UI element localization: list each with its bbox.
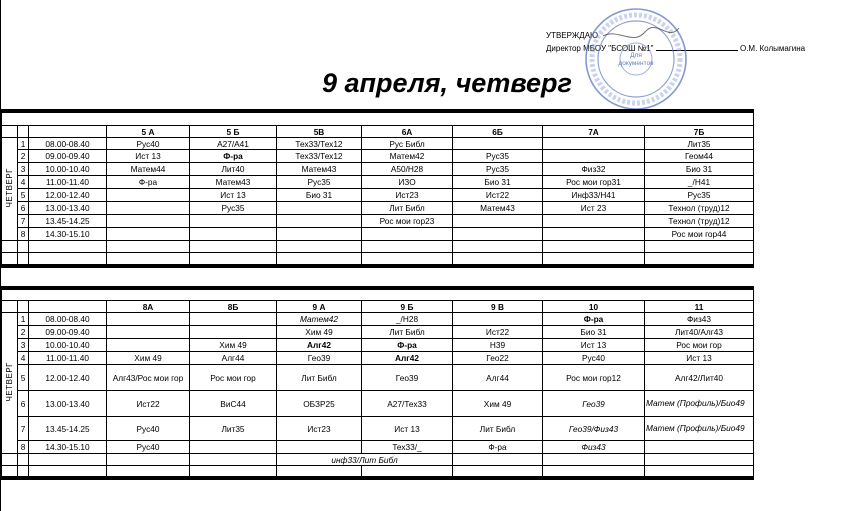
table-row xyxy=(2,202,754,215)
lesson-cell: Рус35 xyxy=(453,150,543,163)
table-row xyxy=(2,150,754,163)
table-row xyxy=(2,454,754,466)
lesson-cell xyxy=(190,228,277,241)
lesson-cell: Алг43/Рос мои гор xyxy=(107,365,190,391)
lesson-cell: А50/Н28 xyxy=(362,163,453,176)
lesson-cell xyxy=(453,215,543,228)
empty-cell xyxy=(645,241,754,253)
lesson-time: 13.00-13.40 xyxy=(29,202,107,215)
lesson-cell: Хим 49 xyxy=(453,391,543,417)
lesson-cell xyxy=(543,228,645,241)
lesson-cell: Ист 13 xyxy=(543,339,645,352)
official-stamp xyxy=(583,6,689,112)
empty-cell xyxy=(29,454,107,466)
corner-cell xyxy=(29,126,107,138)
lesson-cell: Матем44 xyxy=(107,163,190,176)
schedule-table-2 xyxy=(1,289,754,477)
lesson-cell: Рус35 xyxy=(453,163,543,176)
lesson-cell: А27/А41 xyxy=(190,138,277,150)
class-header: 6Б xyxy=(453,126,543,138)
lesson-cell: Лит40/Алг43 xyxy=(645,326,754,339)
table-row xyxy=(2,189,754,202)
lesson-number: 1 xyxy=(18,138,29,150)
table-row xyxy=(2,313,754,326)
class-header: 11 xyxy=(645,301,754,313)
empty-cell xyxy=(277,241,362,253)
lesson-cell: Ист22 xyxy=(453,189,543,202)
class-header: 7А xyxy=(543,126,645,138)
table-row xyxy=(2,228,754,241)
empty-cell xyxy=(645,253,754,265)
lesson-time: 12.00-12.40 xyxy=(29,189,107,202)
lesson-cell: Алг42 xyxy=(277,339,362,352)
lesson-time: 12.00-12.40 xyxy=(29,365,107,391)
lesson-cell: Инф33/Н41 xyxy=(543,189,645,202)
lesson-cell: ВиС44 xyxy=(190,391,277,417)
empty-cell xyxy=(362,253,453,265)
class-header: 7Б xyxy=(645,126,754,138)
lesson-number: 1 xyxy=(18,313,29,326)
lesson-cell: ИЗО xyxy=(362,176,453,189)
empty-cell xyxy=(18,241,29,253)
day-label: ЧЕТВЕРГ xyxy=(4,362,14,402)
lesson-cell: Био 31 xyxy=(453,176,543,189)
lesson-cell xyxy=(190,326,277,339)
lesson-cell xyxy=(107,313,190,326)
lesson-number: 5 xyxy=(18,189,29,202)
empty-cell xyxy=(190,466,277,477)
lesson-cell xyxy=(190,313,277,326)
lesson-time: 08.00-08.40 xyxy=(29,313,107,326)
lesson-time: 13.45-14.25 xyxy=(29,215,107,228)
lesson-cell: Био 31 xyxy=(277,189,362,202)
empty-cell xyxy=(29,241,107,253)
lesson-cell: Ист 13 xyxy=(190,189,277,202)
empty-cell xyxy=(29,253,107,265)
lesson-cell: Матем43 xyxy=(190,176,277,189)
lesson-cell: Рус35 xyxy=(190,202,277,215)
lesson-cell: Матем (Профиль)/Био49 xyxy=(645,391,754,417)
lesson-cell xyxy=(190,215,277,228)
lesson-cell xyxy=(107,228,190,241)
lesson-cell: Лит Библ xyxy=(453,417,543,441)
lesson-time: 10.00-10.40 xyxy=(29,339,107,352)
class-header: 10 xyxy=(543,301,645,313)
schedule-table-1 xyxy=(1,112,754,265)
lesson-cell: Н39 xyxy=(453,339,543,352)
lesson-cell: Рус Библ xyxy=(362,138,453,150)
empty-cell xyxy=(107,241,190,253)
empty-cell xyxy=(453,454,543,466)
lesson-cell: Тех33/Тех12 xyxy=(277,138,362,150)
empty-cell xyxy=(190,454,277,466)
lesson-cell: Рус35 xyxy=(277,176,362,189)
lesson-cell: Алг44 xyxy=(190,352,277,365)
lesson-time: 13.00-13.40 xyxy=(29,391,107,417)
lesson-cell xyxy=(362,228,453,241)
empty-cell xyxy=(362,466,453,477)
table-row xyxy=(2,113,754,126)
lesson-cell: Хим 49 xyxy=(190,339,277,352)
empty-cell xyxy=(277,253,362,265)
lesson-cell: Матем42 xyxy=(277,313,362,326)
table-row xyxy=(2,466,754,477)
lesson-cell: Рус40 xyxy=(107,441,190,454)
empty-cell xyxy=(453,241,543,253)
lesson-cell: Алг42/Лит40 xyxy=(645,365,754,391)
lesson-number: 8 xyxy=(18,228,29,241)
table-blank-row xyxy=(2,113,754,126)
empty-cell xyxy=(107,253,190,265)
empty-cell xyxy=(543,241,645,253)
lesson-cell: Рос мои гор31 xyxy=(543,176,645,189)
class-header: 9 А xyxy=(277,301,362,313)
lesson-cell xyxy=(107,202,190,215)
schedule-block-1 xyxy=(1,109,754,268)
lesson-cell xyxy=(277,215,362,228)
lesson-cell: Ист23 xyxy=(362,189,453,202)
empty-cell xyxy=(543,466,645,477)
lesson-time: 14.30-15.10 xyxy=(29,441,107,454)
lesson-cell: Рос мои гор44 xyxy=(645,228,754,241)
lesson-cell: Хим 49 xyxy=(107,352,190,365)
lesson-cell: Тех33/_ xyxy=(362,441,453,454)
corner-cell xyxy=(18,301,29,313)
class-header: 5В xyxy=(277,126,362,138)
empty-cell xyxy=(190,241,277,253)
lesson-cell: Алг44 xyxy=(453,365,543,391)
lesson-cell xyxy=(107,215,190,228)
lesson-number: 3 xyxy=(18,163,29,176)
lesson-cell xyxy=(543,215,645,228)
lesson-cell: Алг42 xyxy=(362,352,453,365)
schedule-block-2 xyxy=(1,286,754,480)
lesson-cell: Гео22 xyxy=(453,352,543,365)
corner-cell xyxy=(29,301,107,313)
empty-cell xyxy=(18,454,29,466)
lesson-cell: Технол (труд)12 xyxy=(645,202,754,215)
table-row xyxy=(2,176,754,189)
empty-cell xyxy=(543,454,645,466)
lesson-time: 10.00-10.40 xyxy=(29,163,107,176)
class-header: 8А xyxy=(107,301,190,313)
table-row xyxy=(2,326,754,339)
lesson-cell xyxy=(453,228,543,241)
lesson-cell xyxy=(277,228,362,241)
class-header: 8Б xyxy=(190,301,277,313)
director-name: О.М. Колымагина xyxy=(739,44,806,53)
lesson-number: 6 xyxy=(18,202,29,215)
approve-label: УТВЕРЖДАЮ xyxy=(546,31,599,40)
day-cell xyxy=(2,138,18,241)
empty-cell xyxy=(645,454,754,466)
table-row xyxy=(2,352,754,365)
table-blank-row xyxy=(2,290,754,301)
lesson-cell xyxy=(645,441,754,454)
empty-cell xyxy=(18,253,29,265)
lesson-time: 14.30-15.10 xyxy=(29,228,107,241)
lesson-cell: Гео39 xyxy=(543,391,645,417)
class-header: 5 А xyxy=(107,126,190,138)
lesson-cell: Ист22 xyxy=(453,326,543,339)
empty-cell xyxy=(2,241,18,253)
header-row xyxy=(2,301,754,313)
table-row xyxy=(2,253,754,265)
lesson-cell: Матем (Профиль)/Био49 xyxy=(645,417,754,441)
lesson-number: 8 xyxy=(18,441,29,454)
lesson-number: 7 xyxy=(18,215,29,228)
lesson-cell: Лит35 xyxy=(190,417,277,441)
lesson-cell: Ист22 xyxy=(107,391,190,417)
lesson-cell: Ф-ра xyxy=(543,313,645,326)
lesson-cell: Рус40 xyxy=(543,352,645,365)
empty-cell xyxy=(2,466,18,477)
lesson-cell: Ист 13 xyxy=(362,417,453,441)
empty-cell xyxy=(453,253,543,265)
empty-cell xyxy=(645,466,754,477)
table-row xyxy=(2,290,754,301)
empty-cell xyxy=(107,454,190,466)
class-header: 5 Б xyxy=(190,126,277,138)
table-row xyxy=(2,441,754,454)
empty-cell xyxy=(190,253,277,265)
lesson-cell: А27/Тех33 xyxy=(362,391,453,417)
lesson-cell: Гео39 xyxy=(277,352,362,365)
lesson-cell: Гео39/Физ43 xyxy=(543,417,645,441)
lesson-time: 11.00-11.40 xyxy=(29,352,107,365)
table-row xyxy=(2,138,754,150)
lesson-cell: Рос мои гор12 xyxy=(543,365,645,391)
empty-cell xyxy=(277,466,362,477)
lesson-cell: Тех33/Тех12 xyxy=(277,150,362,163)
lesson-cell: Рос мои гор xyxy=(645,339,754,352)
lesson-cell xyxy=(277,441,362,454)
empty-cell xyxy=(18,466,29,477)
svg-text:документов: документов xyxy=(618,60,654,67)
lesson-cell: Ист 13 xyxy=(107,150,190,163)
lesson-cell: Рус40 xyxy=(107,417,190,441)
day-label: ЧЕТВЕРГ xyxy=(4,168,14,208)
lesson-time: 11.00-11.40 xyxy=(29,176,107,189)
corner-cell xyxy=(18,126,29,138)
lesson-cell: инф33/Лит Библ xyxy=(277,454,453,466)
lesson-cell: _/Н41 xyxy=(645,176,754,189)
class-header: 6А xyxy=(362,126,453,138)
lesson-cell xyxy=(453,313,543,326)
lesson-time: 09.00-09.40 xyxy=(29,150,107,163)
empty-cell xyxy=(29,466,107,477)
lesson-cell: Ф-ра xyxy=(107,176,190,189)
lesson-cell: Физ43 xyxy=(645,313,754,326)
lesson-time: 13.45-14.25 xyxy=(29,417,107,441)
lesson-cell: Ф-ра xyxy=(190,150,277,163)
empty-cell xyxy=(2,454,18,466)
lesson-cell xyxy=(543,150,645,163)
lesson-cell: Хим 49 xyxy=(277,326,362,339)
page-title: 9 апреля, четверг xyxy=(322,68,572,98)
lesson-cell: Ист23 xyxy=(277,417,362,441)
lesson-cell: Ф-ра xyxy=(362,339,453,352)
lesson-cell: Матем42 xyxy=(362,150,453,163)
lesson-cell: Матем43 xyxy=(453,202,543,215)
lesson-cell: Рос мои гор23 xyxy=(362,215,453,228)
lesson-cell: Лит Библ xyxy=(277,365,362,391)
lesson-cell: Био 31 xyxy=(543,326,645,339)
lesson-cell: Матем43 xyxy=(277,163,362,176)
lesson-number: 4 xyxy=(18,176,29,189)
lesson-cell: Геом44 xyxy=(645,150,754,163)
lesson-number: 2 xyxy=(18,326,29,339)
table-row xyxy=(2,365,754,391)
corner-cell xyxy=(2,301,18,313)
empty-cell xyxy=(2,253,18,265)
lesson-cell xyxy=(107,326,190,339)
lesson-cell: Ист 23 xyxy=(543,202,645,215)
class-header: 9 Б xyxy=(362,301,453,313)
table-row xyxy=(2,339,754,352)
table-row xyxy=(2,163,754,176)
lesson-number: 5 xyxy=(18,365,29,391)
lesson-number: 4 xyxy=(18,352,29,365)
empty-cell xyxy=(453,466,543,477)
lesson-time: 08.00-08.40 xyxy=(29,138,107,150)
empty-cell xyxy=(362,241,453,253)
lesson-cell: Рус40 xyxy=(107,138,190,150)
lesson-cell: Гео39 xyxy=(362,365,453,391)
lesson-cell: _/Н28 xyxy=(362,313,453,326)
lesson-cell: Физ32 xyxy=(543,163,645,176)
lesson-cell: Лит40 xyxy=(190,163,277,176)
lesson-cell: Лит Библ xyxy=(362,326,453,339)
lesson-cell xyxy=(107,339,190,352)
empty-cell xyxy=(543,253,645,265)
director-prefix: Директор МБОУ "БСОШ №1" xyxy=(546,44,654,53)
lesson-cell: Рус35 xyxy=(645,189,754,202)
class-header: 9 В xyxy=(453,301,543,313)
lesson-cell: Лит Библ xyxy=(362,202,453,215)
lesson-cell: Ист 13 xyxy=(645,352,754,365)
table-row xyxy=(2,417,754,441)
lesson-time: 09.00-09.40 xyxy=(29,326,107,339)
lesson-cell: Рос мои гор xyxy=(190,365,277,391)
lesson-cell xyxy=(107,189,190,202)
lesson-number: 2 xyxy=(18,150,29,163)
table-row xyxy=(2,215,754,228)
table-row xyxy=(2,391,754,417)
table-row xyxy=(2,241,754,253)
lesson-cell: Ф-ра xyxy=(453,441,543,454)
lesson-cell xyxy=(190,441,277,454)
lesson-cell: Технол (труд)12 xyxy=(645,215,754,228)
lesson-cell xyxy=(277,202,362,215)
lesson-cell: ОБЗР25 xyxy=(277,391,362,417)
header-row xyxy=(2,126,754,138)
lesson-cell: Физ43 xyxy=(543,441,645,454)
lesson-cell xyxy=(453,138,543,150)
lesson-number: 7 xyxy=(18,417,29,441)
lesson-cell: Лит35 xyxy=(645,138,754,150)
corner-cell xyxy=(2,126,18,138)
lesson-cell: Био 31 xyxy=(645,163,754,176)
empty-cell xyxy=(107,466,190,477)
lesson-number: 3 xyxy=(18,339,29,352)
lesson-cell xyxy=(543,138,645,150)
lesson-number: 6 xyxy=(18,391,29,417)
day-cell xyxy=(2,313,18,454)
svg-text:Для: Для xyxy=(630,52,642,59)
